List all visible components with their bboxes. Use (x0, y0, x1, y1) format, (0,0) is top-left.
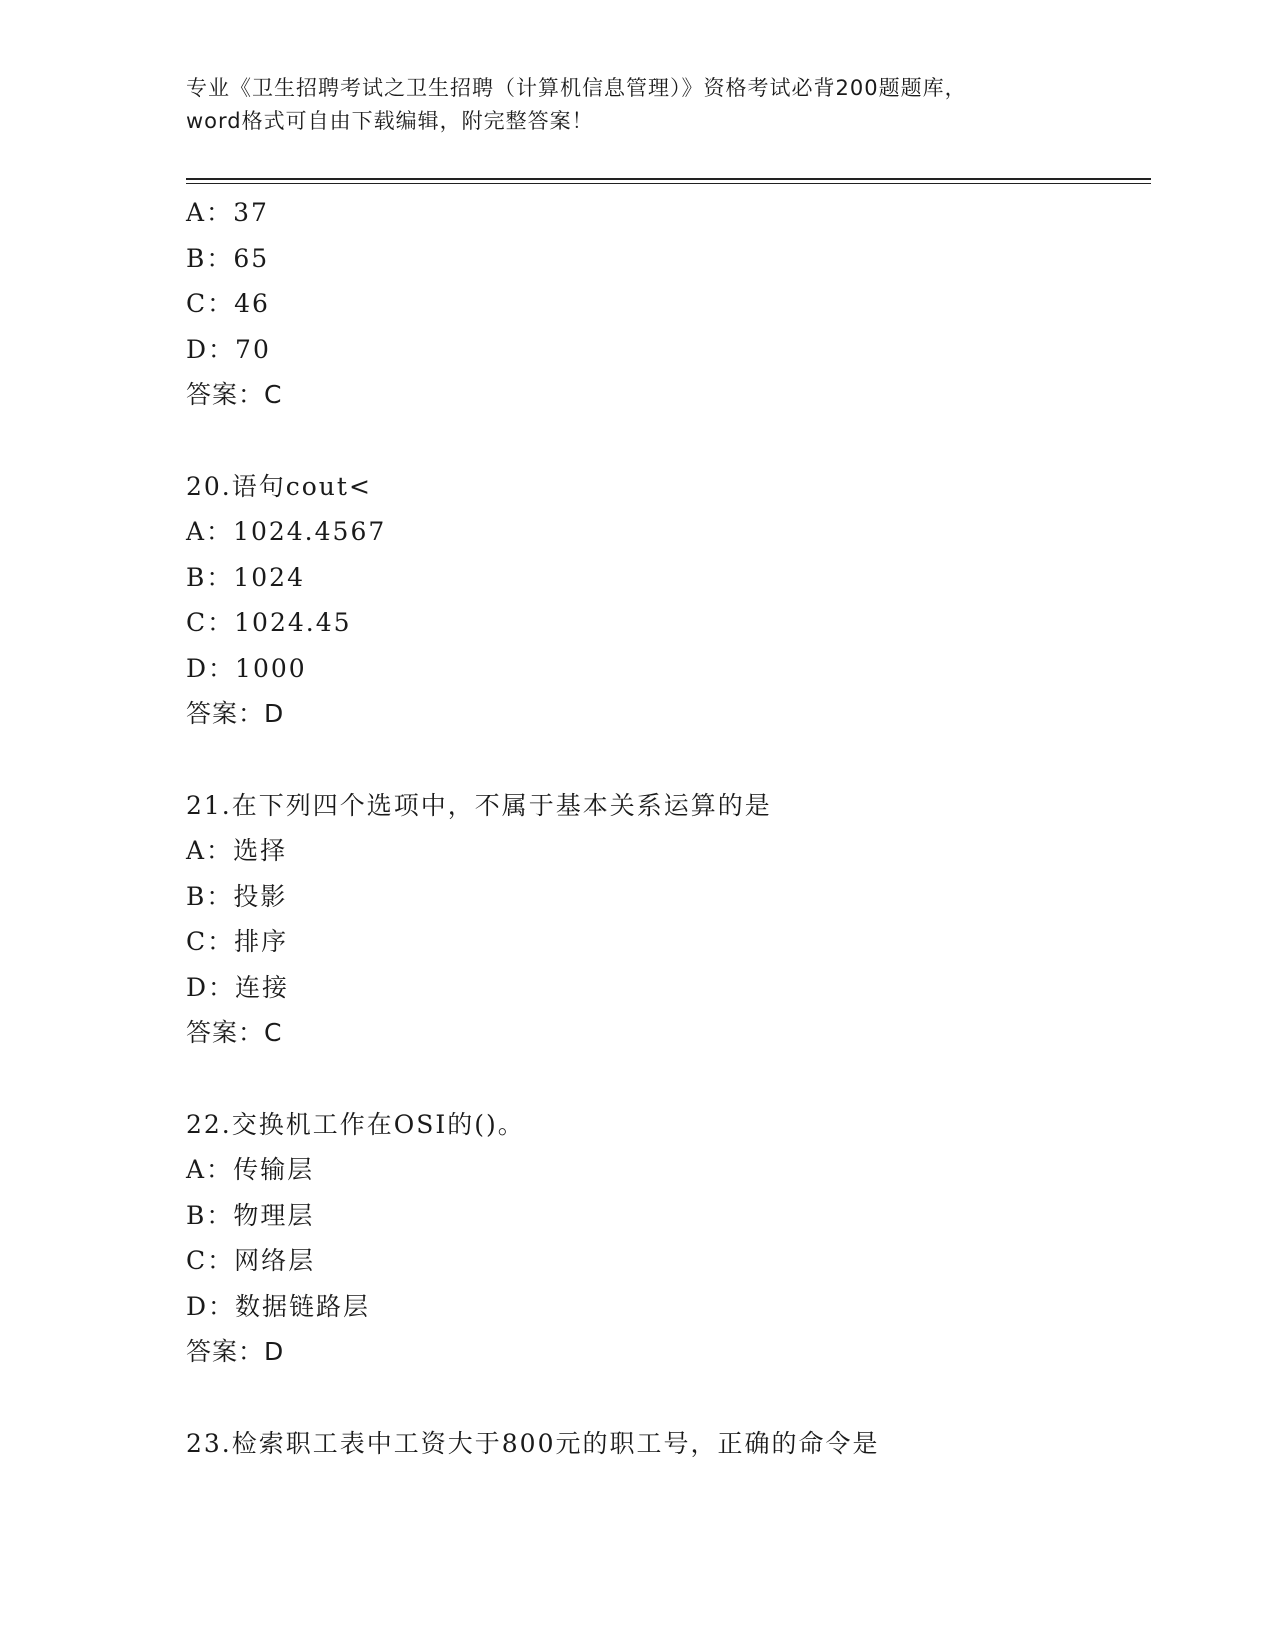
option-d: D：70 (186, 334, 271, 364)
header-divider-thick (186, 178, 1151, 180)
spacer (186, 737, 1146, 783)
option-d: D：连接 (186, 972, 290, 1002)
question-stem: 23.检索职工表中工资大于800元的职工号，正确的命令是 (186, 1428, 880, 1458)
document-header (186, 72, 1086, 138)
option-c: C：网络层 (186, 1246, 316, 1275)
option-a: A：37 (186, 198, 269, 227)
option-b: B：65 (186, 243, 270, 273)
option-c: C：排序 (186, 927, 289, 956)
option-c: C：46 (186, 289, 270, 318)
header-divider-thin (186, 183, 1151, 184)
option-b: B：物理层 (186, 1200, 315, 1230)
option-a: A：1024.4567 (186, 517, 387, 546)
option-b: B：1024 (186, 562, 305, 592)
question-stem: 21.在下列四个选项中，不属于基本关系运算的是 (186, 790, 772, 820)
question-stem: 22.交换机工作在OSI的()。 (186, 1109, 525, 1139)
spacer (186, 1056, 1146, 1102)
option-d: D：数据链路层 (186, 1291, 371, 1321)
answer-line: 答案：C (186, 1018, 283, 1047)
question-list (186, 190, 1146, 1466)
option-a: A：选择 (186, 836, 288, 865)
answer-line: 答案：D (186, 699, 285, 728)
option-d: D：1000 (186, 653, 307, 683)
option-b: B：投影 (186, 881, 288, 911)
spacer (186, 1375, 1146, 1421)
option-c: C：1024.45 (186, 608, 352, 637)
option-a: A：传输层 (186, 1155, 315, 1184)
spacer (186, 418, 1146, 464)
answer-line: 答案：D (186, 1337, 285, 1366)
header-title-line-1: 专业《卫生招聘考试之卫生招聘（计算机信息管理）》资格考试必背200题题库， (186, 76, 967, 100)
header-title-line-2: word格式可自由下载编辑，附完整答案！ (186, 109, 594, 133)
question-stem: 20.语句cout< (186, 471, 372, 501)
answer-line: 答案：C (186, 380, 283, 409)
